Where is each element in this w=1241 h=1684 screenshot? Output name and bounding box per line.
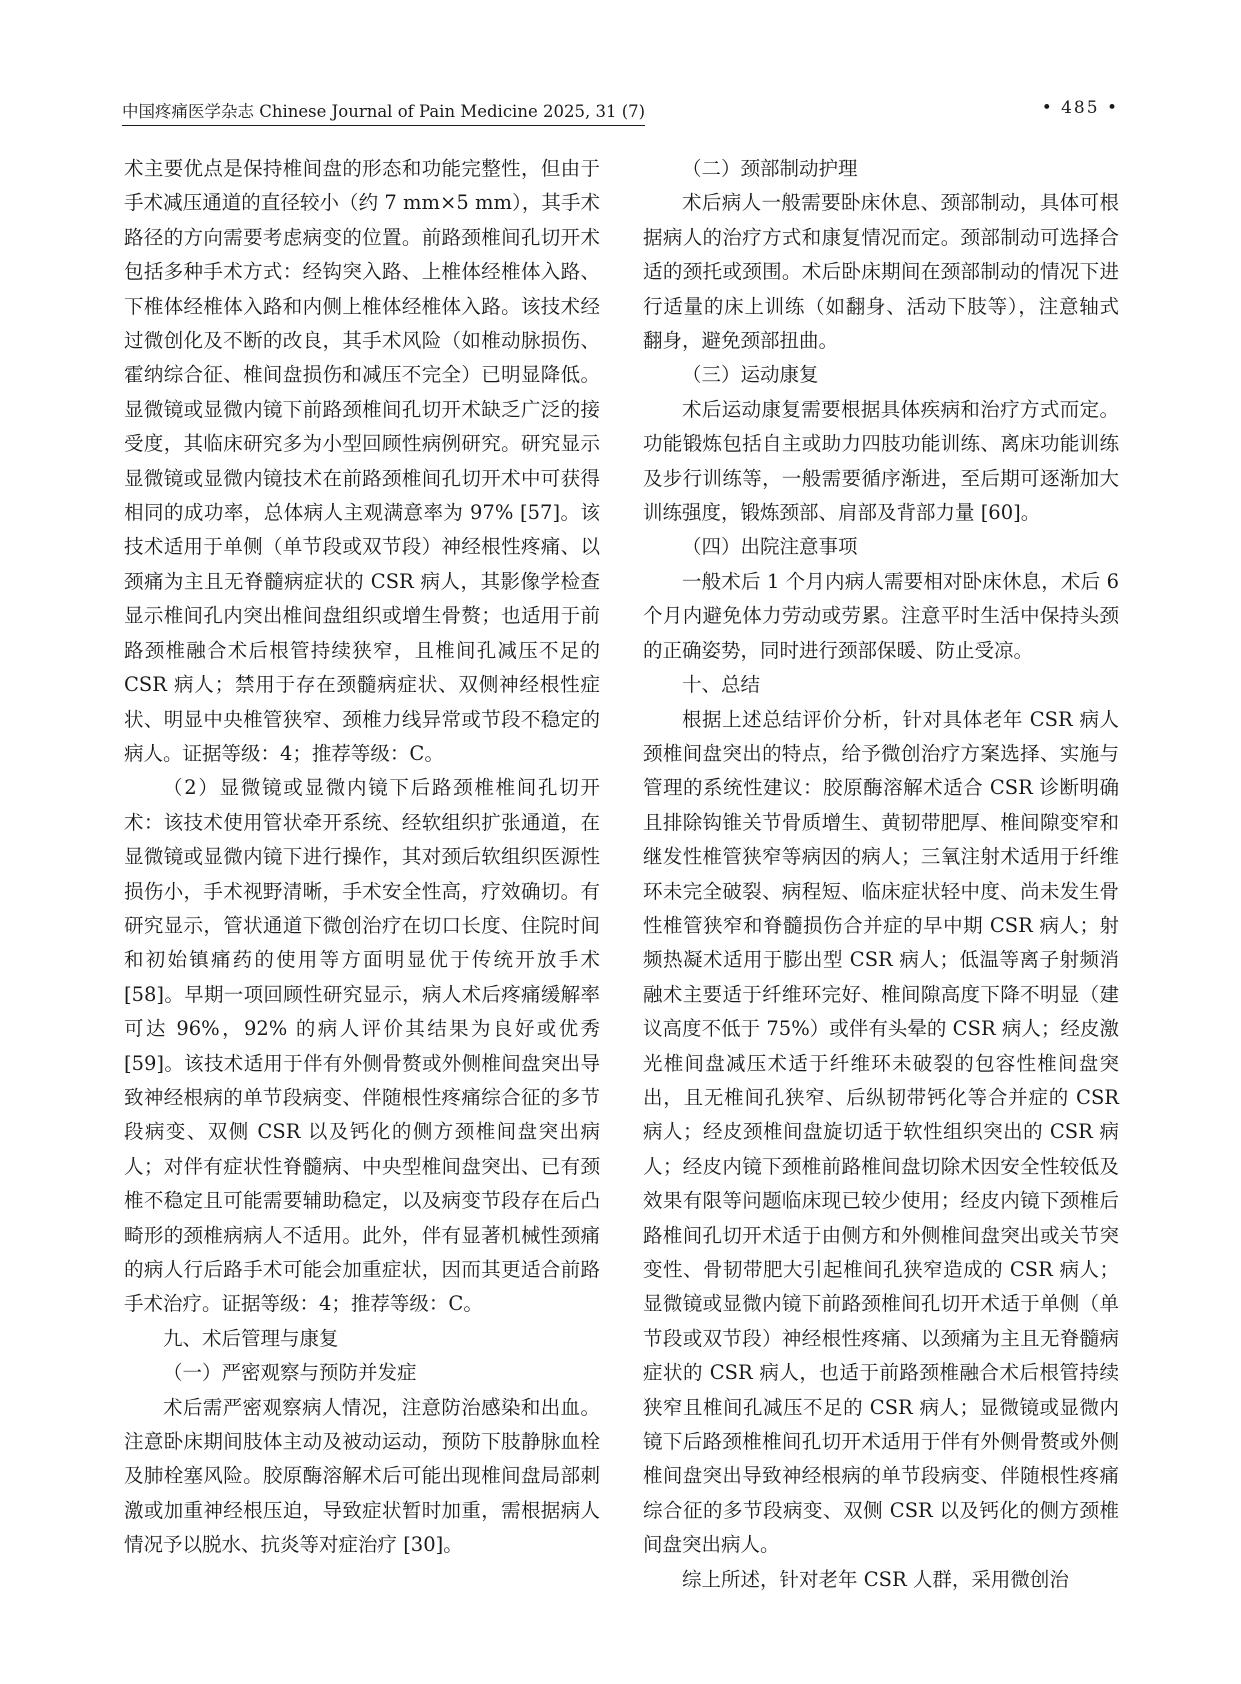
subsection-heading: （一）严密观察与预防并发症 <box>163 1361 417 1385</box>
paragraph: （2）显微镜或显微内镜下后路颈椎椎间孔切开术：该技术使用管状牵开系统、经软组织扩张通道，在显微镜或显微内镜下进行操作，其对颈后软组织医源性损伤小，手术视野清晰，手术安全性高，疗效确切。有研究显示，管状通道下微创治疗在切口长度、住院时间和初始镇痛药的使用等方面明显优于传统开放手术 [58]。早期一项回顾性研究显示，病人术后疼痛缓解率可达 96%，92% 的病人评价其结果为良好或优秀 [59]。该技术适用于伴有外侧骨赘或外侧椎间盘突出导致神经根病的单节段病变、伴随根性疼痛综合征的多节段病变、双侧 CSR 以及钙化的侧方颈椎间盘突出病人；对伴有症状性脊髓病、中央型椎间盘突出、已有颈椎不稳定且可能需要辅助稳定，以及病变节段存在后凸畸形的颈椎病病人不适用。此外，伴有显著机械性颈痛的病人行后路手术可能会加重症状，因而其更适合前路手术治疗。证据等级：4；推荐等级：C。 <box>124 776 600 1316</box>
journal-citation: 中国疼痛医学杂志 Chinese Journal of Pain Medicine 2025, 31 (7) <box>122 98 645 126</box>
subsection-heading: （二）颈部制动护理 <box>682 157 858 180</box>
paragraph: 术后需严密观察病人情况，注意防治感染和出血。注意卧床期间肢体主动及被动运动，预防下肢静脉血栓及肺栓塞风险。胶原酶溶解术后可能出现椎间盘局部刺激或加重神经根压迫，导致症状暂时加重，需根据病人情况予以脱水、抗炎等对症治疗 [30]。 <box>124 1395 600 1557</box>
left-column <box>124 152 600 1563</box>
section-heading: 十、总结 <box>682 673 761 697</box>
subsection-heading: （三）运动康复 <box>682 363 819 387</box>
paragraph: 术主要优点是保持椎间盘的形态和功能完整性，但由于手术减压通道的直径较小（约 7 mm×5 mm），其手术路径的方向需要考虑病变的位置。前路颈椎间孔切开术包括多种手术方式：经钩突入路、上椎体经椎体入路、下椎体经椎体入路和内侧上椎体经椎体入路。该技术经过微创化及不断的改良，其手术风险（如椎动脉损伤、霍纳综合征、椎间盘损伤和减压不完全）已明显降低。显微镜或显微内镜下前路颈椎间孔切开术缺乏广泛的接受度，其临床研究多为小型回顾性病例研究。研究显示显微镜或显微内镜技术在前路颈椎间孔切开术中可获得相同的成功率，总体病人主观满意率为 97% [57]。该技术适用于单侧（单节段或双节段）神经根性疼痛、以颈痛为主且无脊髓病症状的 CSR 病人，其影像学检查显示椎间孔内突出椎间盘组织或增生骨赘；也适用于前路颈椎融合术后根管持续狭窄，且椎间孔减压不足的 CSR 病人；禁用于存在颈髓病症状、双侧神经根性症状、明显中央椎管狭窄、颈椎力线异常或节段不稳定的病人。证据等级：4；推荐等级：C。 <box>124 157 600 765</box>
subsection-heading: （四）出院注意事项 <box>682 535 858 559</box>
paragraph: 综上所述，针对老年 CSR 人群，采用微创治 <box>682 1567 1069 1591</box>
paragraph: 根据上述总结评价分析，针对具体老年 CSR 病人颈椎间盘突出的特点，给予微创治疗方案选择、实施与管理的系统性建议：胶原酶溶解术适合 CSR 诊断明确且排除钩锥关节骨质增生、黄韧带肥厚、椎间隙变窄和继发性椎管狭窄等病因的病人；三氧注射术适用于纤维环未完全破裂、病程短、临床症状轻中度、尚未发生骨性椎管狭窄和脊髓损伤合并症的早中期 CSR 病人；射频热凝术适用于膨出型 CSR 病人；低温等离子射频消融术主要适于纤维环完好、椎间隙高度下降不明显（建议高度不低于 75%）或伴有头晕的 CSR 病人；经皮激光椎间盘减压术适于纤维环未破裂的包容性椎间盘突出，且无椎间孔狭窄、后纵韧带钙化等合并症的 CSR 病人；经皮颈椎间盘旋切适于软性组织突出的 CSR 病人；经皮内镜下颈椎前路椎间盘切除术因安全性较低及效果有限等问题临床现已较少使用；经皮内镜下颈椎后路椎间孔切开术适于由侧方和外侧椎间盘突出或关节突变性、骨韧带肥大引起椎间孔狭窄造成的 CSR 病人；显微镜或显微内镜下前路颈椎间孔切开术适于单侧（单节段或双节段）神经根性疼痛、以颈痛为主且无脊髓病症状的 CSR 病人，也适于前路颈椎融合术后根管持续狭窄且椎间孔减压不足的 CSR 病人；显微镜或显微内镜下后路颈椎椎间孔切开术适用于伴有外侧骨赘或外侧椎间盘突出导致神经根病的单节段病变、伴随根性疼痛综合征的多节段病变、双侧 CSR 以及钙化的侧方颈椎间盘突出病人。 <box>643 707 1119 1557</box>
paragraph: 一般术后 1 个月内病人需要相对卧床休息，术后 6 个月内避免体力劳动或劳累。注意平时生活中保持头颈的正确姿势，同时进行颈部保暖、防止受凉。 <box>643 569 1119 662</box>
section-heading: 九、术后管理与康复 <box>163 1326 339 1350</box>
paragraph: 术后运动康复需要根据具体疾病和治疗方式而定。功能锻炼包括自主或助力四肢功能训练、离床功能训练及步行训练等，一般需要循序渐进，至后期可逐渐加大训练强度，锻炼颈部、肩部及背部力量 [60]。 <box>643 397 1119 525</box>
page-number: • 485 • <box>1041 98 1119 118</box>
paragraph: 术后病人一般需要卧床休息、颈部制动，具体可根据病人的治疗方式和康复情况而定。颈部制动可选择合适的颈托或颈围。术后卧床期间在颈部制动的情况下进行适量的床上训练（如翻身、活动下肢等），注意轴式翻身，避免颈部扭曲。 <box>643 191 1119 353</box>
right-column <box>643 152 1119 1597</box>
running-header <box>122 98 1119 126</box>
